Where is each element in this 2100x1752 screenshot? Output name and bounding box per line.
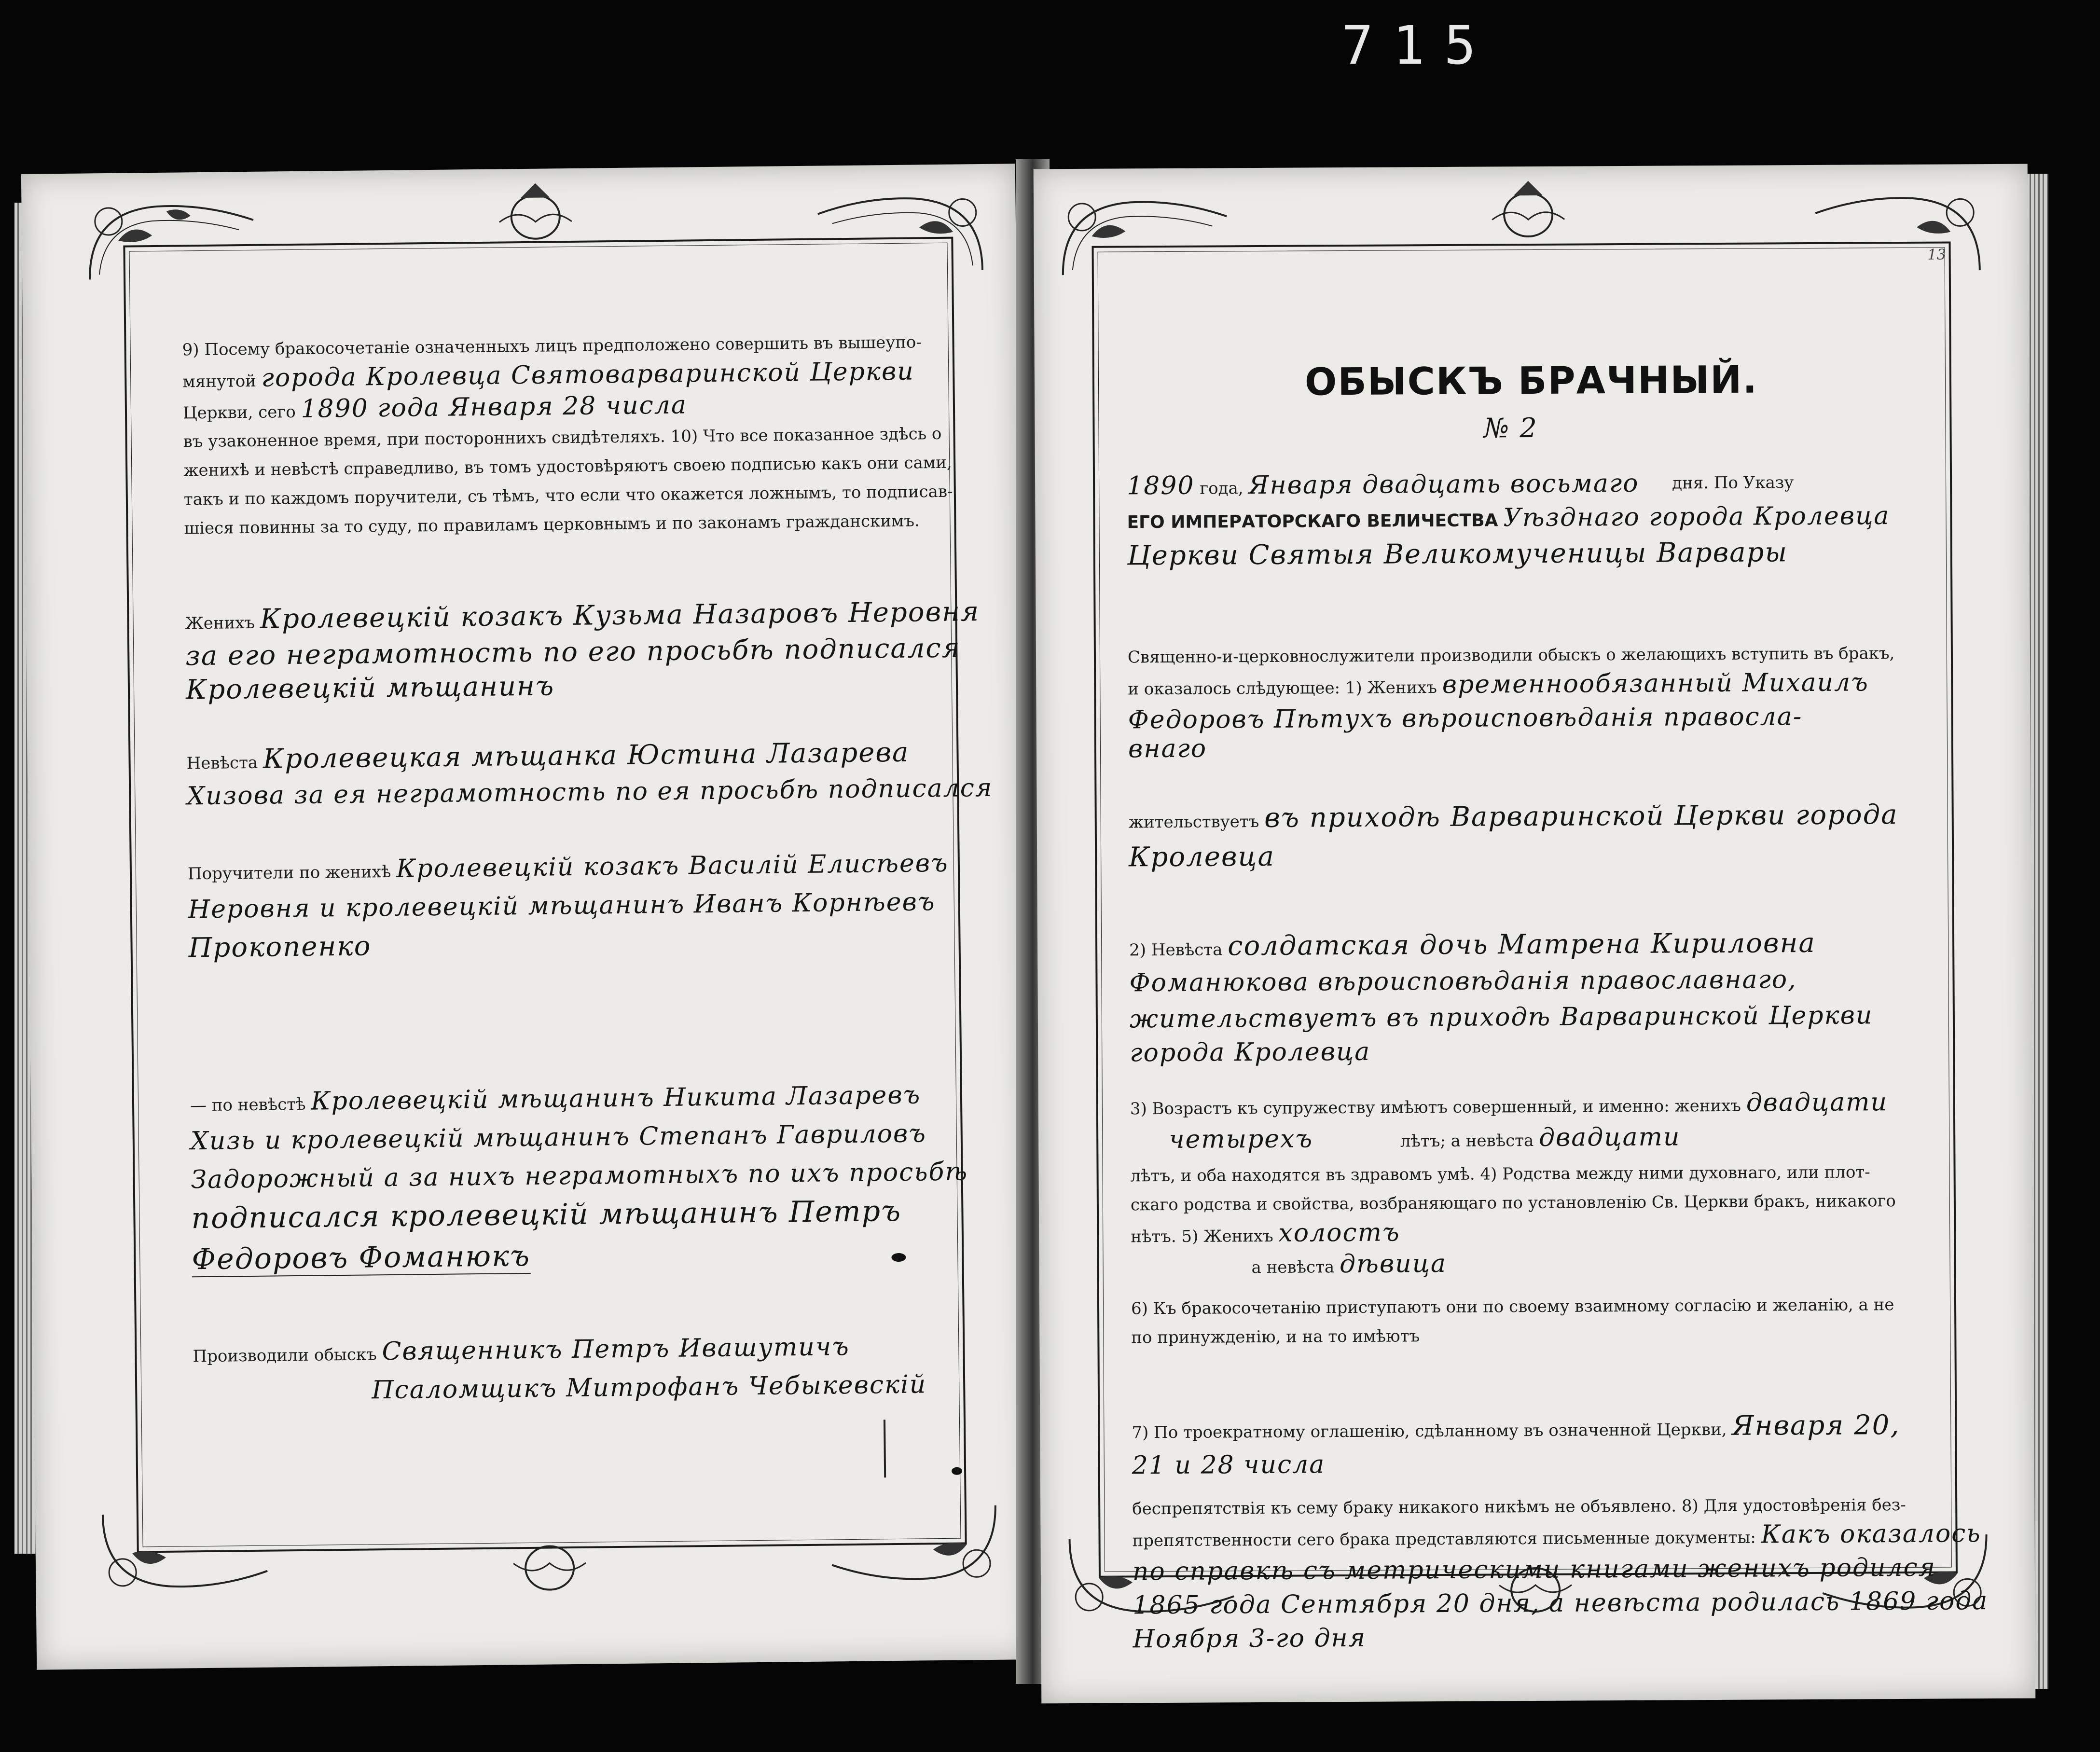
paragraph-1-line-3: Федоровъ Пѣтухъ вѣроисповѣданія правосла- (1128, 702, 1803, 735)
bride-guarantors-label: — по невѣстѣ (190, 1094, 306, 1116)
bride-label: 2) Невѣста (1129, 940, 1223, 960)
bride-guarantors-line-3: Задорожный а за нихъ неграмотныхъ по ихъ просьбѣ (191, 1157, 968, 1195)
groom-label: Женихъ (185, 613, 255, 634)
archive-number: 715 (1341, 14, 1495, 76)
page-title: ОБЫСКЪ БРАЧНЫЙ. (1304, 358, 1758, 404)
corner-ornament-icon (79, 191, 263, 285)
guarantors-label: Поручители по женихѣ (187, 862, 391, 884)
bride-signature-line-1: Невѣста Кролевецкая мѣщанка Юстина Лазарева (186, 739, 925, 777)
paragraph-8-line-5: Ноября 3-го дня (1133, 1623, 1367, 1654)
handwritten-day: Января двадцать восьмаго (1248, 469, 1639, 500)
corner-ornament-icon (1806, 183, 1989, 276)
corner-ornament-icon (93, 1508, 277, 1601)
church-line (1127, 538, 1933, 573)
record-number: № 2 (1483, 412, 1538, 444)
right-page (1034, 164, 2036, 1704)
bride-guarantors-line-2: Хизь и кролевецкій мѣщанинъ Степанъ Гавриловъ (190, 1119, 927, 1156)
paragraph-9-line-1: 9) Посему бракосочетаніе означенныхъ лицъ предположено совершить въ вышеупо- (182, 332, 922, 360)
bride-line-4: города Кролевца (1130, 1037, 1371, 1068)
handwritten-church-2: Церкви Святыя Великомученицы Варвары (1127, 537, 1788, 572)
paragraph-1-line-4: внаго (1128, 734, 1207, 764)
groom-signature-line-2: за его неграмотность по его просьбѣ подписался (185, 632, 961, 672)
groom-guarantors-line-3: Прокопенко (188, 930, 372, 964)
paragraph-9-line-2: мянутой города Кролевца Святоварваринской Церкви (182, 357, 914, 393)
paragraph-9-line-6: такъ и по каждомъ поручители, съ тѣмъ, что если что окажется ложнымъ, то подписав- (183, 482, 953, 510)
residence-line-2: Кролевца (1128, 841, 1275, 873)
paragraph-4-line-1: лѣтъ, и оба находятся въ здравомъ умѣ. 4) Родства между ними духовнаго, или плот- (1130, 1162, 1870, 1186)
paragraph-9-line-3: Церкви, сего 1890 года Января 28 числа (182, 390, 688, 424)
bride-line-2: Фоманюкова вѣроисповѣданія православнаго, (1129, 965, 1797, 998)
bride-guarantors-line-1: — по невѣстѣ Кролевецкій мѣщанинъ Никита Лазаревъ (190, 1081, 929, 1119)
majesty-line: ЕГО ИМПЕРАТОРСКАГО ВЕЛИЧЕСТВА Уѣзднаго города Кролевца (1127, 501, 1890, 533)
handwritten-year: 1890 (1126, 471, 1195, 501)
crest-icon (494, 178, 577, 247)
crest-icon (1487, 176, 1570, 244)
paragraph-3-line-1: 3) Возрастъ къ супружеству имѣютъ совершенный, и именно: женихъ двадцати (1130, 1088, 1888, 1119)
folio-number: 13 (1927, 246, 1946, 263)
paragraph-1-line-2: и оказалось слѣдующее: 1) Женихъ временнообязанный Михаилъ (1128, 668, 1869, 699)
paragraph-7-line-1: 7) По троекратному оглашенію, сдѣланному въ означенной Церкви, Января 20, (1132, 1409, 1900, 1443)
handwritten-church-1: Уѣзднаго города Кролевца (1503, 501, 1890, 533)
bride-line-1: 2) Невѣста солдатская дочь Матрена Кириловна (1129, 927, 1816, 962)
date-line: 1890 года, Января двадцать восьмаго дня. По Указу (1126, 469, 1794, 501)
paragraph-5-line-1: нѣтъ. 5) Женихъ холостъ (1131, 1218, 1400, 1248)
paragraph-9-line-7: шіеся повинны за то суду, по правиламъ церковнымъ и по законамъ гражданскимъ. (184, 511, 920, 538)
paragraph-9-line-5: женихѣ и невѣстѣ справедливо, въ томъ удостовѣряютъ своею подписью какъ они сами, (183, 453, 952, 481)
paragraph-7-line-2: 21 и 28 числа (1132, 1450, 1326, 1480)
paragraph-4-line-2: скаго родства и свойства, возбраняющаго по установленію Св. Церкви бракъ, никакого (1130, 1191, 1896, 1215)
handwritten-church-name: города Кролевца Святоварваринской Церкви (261, 357, 914, 393)
corner-ornament-icon (822, 1501, 1006, 1594)
bride-label: Невѣста (186, 753, 258, 773)
groom-guarantors-line-2: Неровня и кролевецкій мѣщанинъ Иванъ Корнѣевъ (188, 887, 936, 924)
paragraph-8-line-2: препятственности сего брака представляются письменные документы: Какъ оказалось (1132, 1519, 1981, 1551)
paragraph-8-line-1: беспрепятствія къ сему браку никакого никѣмъ не объявлено. 8) Для удостовѣренія без- (1132, 1495, 1906, 1519)
handwritten-date: 1890 года Января 28 числа (301, 390, 688, 424)
paragraph-9-line-4: въ узаконенное время, при постороннихъ свидѣтеляхъ. 10) Что все показанное здѣсь о (183, 424, 942, 452)
search-signature-line-2: Псаломщикъ Митрофанъ Чебыкевскій (371, 1370, 927, 1405)
crest-icon (509, 1539, 591, 1607)
groom-guarantors-line-1: Поручители по женихѣ Кролевецкій козакъ Василій Елисѣевъ (188, 850, 926, 887)
corner-ornament-icon (1053, 187, 1237, 280)
residence-line-1: жительствуетъ въ приходѣ Варваринской Церкви города (1128, 799, 1898, 834)
bride-guarantors-line-5: Федоровъ Фоманюкъ (192, 1239, 531, 1277)
paragraph-8-line-3: по справкѣ съ метрическими книгами женихъ родился (1132, 1553, 1936, 1586)
bride-signature-line-2: Хизова за ея неграмотность по ея просьбѣ подписался (187, 773, 993, 811)
search-signature-line-1: Производили обыскъ Священникъ Петръ Ивашутичъ (193, 1332, 931, 1370)
groom-signature-line-1: Женихъ Кролевецкій козакъ Кузьма Назаровъ Неровня (185, 599, 924, 637)
residence-label: жительствуетъ (1128, 812, 1259, 832)
search-label: Производили обыскъ (193, 1345, 377, 1366)
paragraph-3-line-2: четырехъ лѣтъ; а невѣста двадцати (1169, 1122, 1681, 1154)
paragraph-8-line-4: 1865 года Сентября 20 дня, а невѣста родилась 1869 года (1133, 1586, 1989, 1620)
bride-guarantors-line-4: подписался кролевецкій мѣщанинъ Петръ (191, 1194, 902, 1236)
corner-ornament-icon (808, 183, 992, 277)
groom-signature-line-3: Кролевецкій мѣщанинъ (185, 670, 555, 706)
paragraph-5-line-2: а невѣста дѣвица (1251, 1249, 1447, 1279)
paragraph-1-line-1: Священно-и-церковнослужители производили обыскъ о желающихъ вступить въ бракъ, (1127, 644, 1895, 667)
paragraph-6-line-2: по принужденію, и на то имѣютъ (1131, 1326, 1420, 1348)
paragraph-6-line-1: 6) Къ бракосочетанію приступаютъ они по своему взаимному согласію и желанію, а не (1131, 1295, 1894, 1319)
left-page (21, 164, 1031, 1669)
bride-line-3: жительствуетъ въ приходѣ Варваринской Церкви (1129, 1001, 1873, 1034)
